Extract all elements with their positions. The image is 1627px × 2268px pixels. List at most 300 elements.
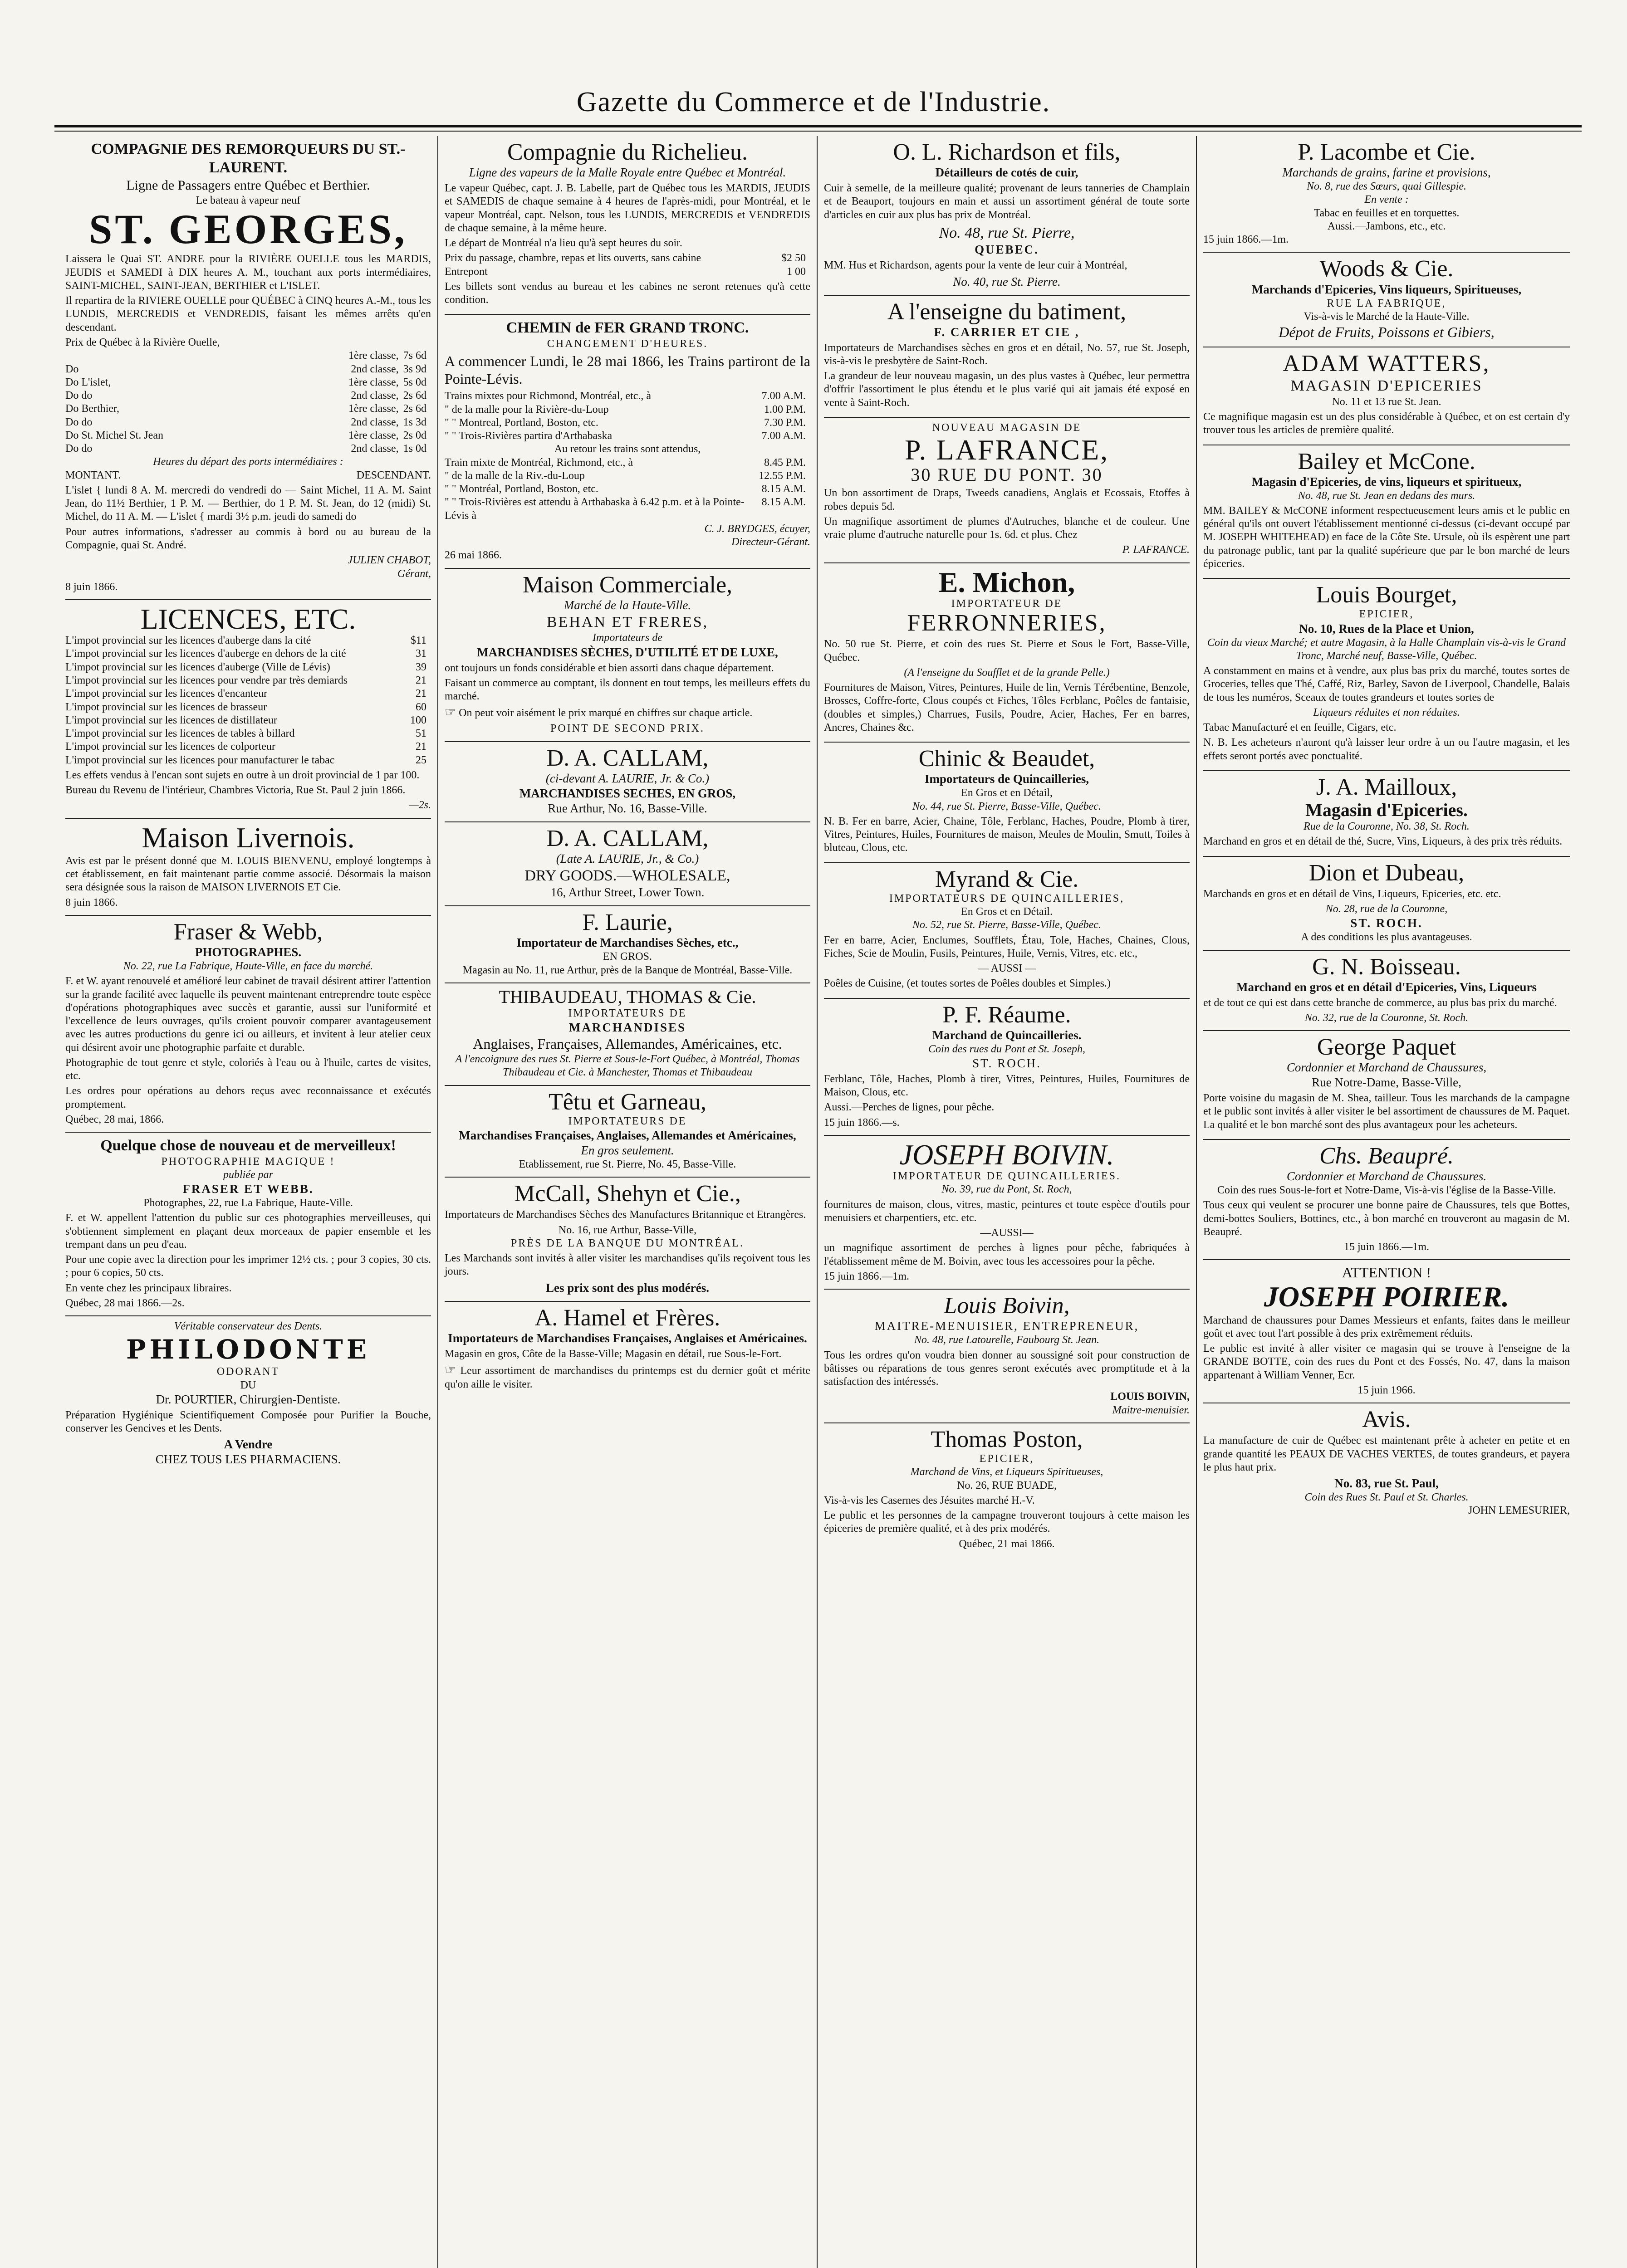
ad-date: Québec, 28 mai 1866.—2s. [65, 1297, 185, 1309]
ad-text: Ce magnifique magasin est un des plus considérable à Québec, et on est certain d'y trouver tous les articles de première qualité. [1203, 411, 1570, 436]
ad-michon [824, 563, 1190, 743]
price-row-from: Do Berthier, [65, 403, 120, 415]
ad-subtitle: IMPORTATEURS DE QUINCAILLERIES, [889, 892, 1125, 904]
schedule-text: L'islet { lundi 8 A. M. mercredi do vendredi do — Saint Michel, 11 A. M. Saint Jean, do 11½ Berthier, 1 P. M. — Berthier, do 1 P. M. St. Jean, do 12 (midi) St. Michel, do 11 A. M. — L'islet { mardi 3½ p.m. jeudi do samedi do [65, 484, 431, 523]
train-row-t: Train mixte de Montréal, Richmond, etc., à [445, 456, 633, 469]
ad-title: O. L. Richardson et fils, [893, 139, 1121, 165]
train-row [445, 403, 810, 416]
ad-title: Dion et Dubeau, [1308, 860, 1465, 886]
ad-text: Photographie de tout genre et style, coloriés à l'eau ou à l'huile, cartes de visites, etc. [65, 1056, 431, 1082]
price-list [65, 349, 431, 455]
montant-label: MONTANT. [65, 469, 121, 481]
price-row-from: Do do [65, 443, 93, 455]
ad-text: un magnifique assortiment de perches à lignes pour pêche, fabriquées à l'établissement même de M. Boivin, avec tous les accessoires pour la pêche. [824, 1242, 1190, 1267]
licence-row-v: 51 [416, 728, 426, 740]
price-row-cls: 2nd classe, [351, 416, 399, 428]
ad-subtitle: EPICIER, [979, 1453, 1034, 1465]
train-row-t: " " Trois-Rivières est attendu à Arthabaska à 6.42 p.m. et à la Pointe-Lévis à [445, 496, 745, 522]
ad-title: CHEMIN de FER GRAND TRONC. [506, 319, 749, 337]
price-row-cls: 2nd classe, [351, 443, 399, 455]
ad-title: P. F. Réaume. [942, 1002, 1071, 1028]
licence-row-v: 60 [416, 701, 426, 713]
ad-address: No. 40, rue St. Pierre. [953, 274, 1061, 288]
ad-text: Importateurs de Marchandises sèches en gros et en détail, No. 57, rue St. Joseph, vis-à-vis le presbytère de Saint-Roch. [824, 342, 1190, 367]
price-row [65, 416, 431, 429]
column-3 [818, 136, 1197, 2268]
ad-woods [1203, 253, 1570, 347]
ad-date: Québec, 21 mai 1866. [959, 1538, 1055, 1550]
licence-row-v: 25 [416, 754, 426, 766]
ad-text: MM. Hus et Richardson, agents pour la vente de leur cuir à Montréal, [824, 259, 1127, 272]
ad-text: Magasin en gros, Côte de la Basse-Ville; Magasin en détail, rue Sous-le-Fort. [445, 1348, 782, 1360]
signature: JOHN LEMESURIER, [1468, 1505, 1570, 1517]
ad-title: McCall, Shehyn et Cie., [514, 1181, 741, 1207]
ad-title: LICENCES, ETC. [140, 603, 356, 635]
ad-text: publiée par [223, 1168, 273, 1181]
ad-avis [1203, 1403, 1570, 1523]
ad-text: Fournitures de Maison, Vitres, Peintures, Huile de lin, Vernis Térébentine, Benzole, Brosses, Coffre-forte, Clous coupés et Fiches, Tôles Ferblanc, Poêles de fantaisie, (doubles et simples,) Charrues, Fusils, Poudre, Acier, Haches, Fer en barres, Ancres, Chaines &c. [824, 682, 1190, 733]
train-row [445, 469, 810, 483]
licence-row-v: $11 [410, 635, 426, 647]
ad-alt: Coin du vieux Marché; et autre Magasin, à la Halle Champlain vis-à-vis le Grand Tronc, Marché neuf, Basse-Ville, Québec. [1207, 636, 1566, 662]
train-row-v: 7.00 A.M. [761, 390, 806, 402]
ad-subtitle: Marchands de grains, farine et provisions, [1282, 166, 1491, 180]
signature: JULIEN CHABOT, [348, 554, 431, 567]
ad-date: 8 juin 1866. [65, 581, 118, 593]
licence-row [65, 714, 431, 727]
ad-corner: Coin des Rues St. Paul et St. Charles. [1304, 1491, 1469, 1504]
price-row [65, 376, 431, 389]
train-row-v: 8.15 A.M. [761, 496, 806, 508]
ad-subtitle: IMPORTATEUR DE QUINCAILLERIES. [893, 1170, 1121, 1183]
ad-title: PHILODONTE [126, 1334, 371, 1365]
ad-pretitle: ATTENTION ! [1342, 1264, 1431, 1281]
ad-city: ST. ROCH. [1350, 916, 1423, 930]
ad-text: Le bateau à vapeur neuf [196, 194, 301, 206]
ad-title: A. Hamel et Frères. [534, 1305, 720, 1331]
licence-row-v: 21 [416, 688, 426, 700]
licence-row-t: L'impot provincial sur les licences d'auberge en dehors de la cité [65, 648, 346, 660]
pointing-hand-icon: ☞ [445, 705, 456, 720]
ad-title: Myrand & Cie. [935, 866, 1079, 892]
ad-title: COMPAGNIE DES REMORQUEURS DU ST.-LAURENT. [91, 141, 406, 176]
ad-subtitle: Ligne de Passagers entre Québec et Berthier. [126, 177, 370, 193]
ad-title: P. LAFRANCE, [904, 434, 1109, 466]
train-row [445, 430, 810, 443]
licence-row-t: L'impot provincial sur les licences de colporteur [65, 741, 275, 753]
ad-text: Importateurs de [593, 632, 662, 644]
price-row-p: 1s 0d [403, 443, 426, 455]
train-list [445, 390, 810, 443]
ad-where: CHEZ TOUS LES PHARMACIENS. [155, 1452, 341, 1466]
ad-text: En vente chez les principaux libraires. [65, 1282, 232, 1294]
ad-address: No. 16, rue Arthur, Basse-Ville, [558, 1224, 697, 1236]
ad-text: MM. BAILEY & McCONE informent respectueusement leurs amis et le public en général qu'ils ont ouvert l'établissement mentionné ci-dessus (ci-devant occupé par M. JOSEPH WHITEHEAD) en face de la Côte Ste. Ursule, où ils espèrent une part du patronage public, tant par la qualité supérieure que par le bon marché de leurs épiceries. [1203, 504, 1570, 570]
ad-text: Tous ceux qui veulent se procurer une bonne paire de Chaussures, tels que Bottes, demi-bottes Souliers, Bottines, etc., à bon marché en trouveront au magasin de M. Beaupré. [1203, 1199, 1570, 1238]
ad-callam-fr [445, 742, 810, 822]
ad-text: EN GROS. [603, 951, 652, 963]
ad-subtitle: ODORANT [216, 1366, 280, 1378]
pointing-hand-icon: ☞ [445, 1363, 456, 1377]
ad-title: Fraser & Webb, [173, 919, 323, 945]
ad-text: Avis est par le présent donné que M. LOUIS BIENVENU, employé longtemps à cet établissement, en fait maintenant partie comme associé. Désormais la maison sera désignée sous la raison de MAISON LIVERNOIS ET Cie. [65, 855, 431, 894]
ad-text: Importateurs de Marchandises Sèches des Manufactures Britannique et Etrangères. [445, 1209, 806, 1221]
column-1 [59, 136, 438, 2268]
ad-address: No. 48, rue St. Pierre, [939, 224, 1075, 241]
ad-address: Etablissement, rue St. Pierre, No. 45, Basse-Ville. [519, 1158, 736, 1170]
licence-row [65, 727, 431, 740]
price-row-from: Do do [65, 416, 93, 428]
ad-remorqueurs [65, 136, 431, 600]
ad-date: 15 juin 1866.—s. [824, 1116, 900, 1129]
ad-text: Leur assortiment de marchandises du printemps est du dernier goût et mérite qu'on aille le visiter. [445, 1364, 811, 1391]
ad-joseph-boivin [824, 1136, 1190, 1290]
ad-sign: (A l'enseigne du Soufflet et de la grande Pelle.) [904, 666, 1110, 679]
ad-text: Aussi.—Perches de lignes, pour pêche. [824, 1101, 995, 1114]
price-row-from [65, 349, 348, 362]
ad-title: Têtu et Garneau, [549, 1089, 706, 1115]
ad-address: No. 39, rue du Pont, St. Roch, [941, 1183, 1072, 1196]
ad-text: Un magnifique assortiment de plumes d'Autruches, blanche et de couleur. Une vraie plume d'autruche naturelle pour 1s. 6d. et plus. Chez [824, 515, 1190, 541]
licence-row [65, 661, 431, 674]
ad-title: D. A. CALLAM, [546, 745, 709, 771]
ad-text: La grandeur de leur nouveau magasin, un des plus vastes à Québec, leur permettra d'offrir l'assortiment le plus étendu et le plus varié qui ait jamais été exposé en vente à Saint-Roch. [824, 370, 1190, 409]
ad-text: F. et W. appellent l'attention du public sur ces photographies merveilleuses, qui s'obtiennent simplement en plaçant deux morceaux de papier ensemble et les trempant dans un peu d'eau. [65, 1212, 431, 1251]
price-row-cls: 2nd classe, [351, 363, 399, 375]
train-row-v: 8.15 A.M. [761, 483, 806, 495]
ad-behan [445, 569, 810, 742]
ad-doctor: Dr. POURTIER, Chirurgien-Dentiste. [156, 1392, 341, 1406]
signature: C. J. BRYDGES, écuyer, [704, 523, 810, 535]
signature-title: Gérant, [397, 567, 431, 580]
ad-thibaudeau [445, 983, 810, 1086]
ad-subtitle: Marchand en gros et en détail d'Epiceries, Vins, Liqueurs [1236, 980, 1537, 994]
train-row-t: " de la malle de la Riv.-du-Loup [445, 469, 585, 482]
ad-text: Préparation Hygiénique Scientifiquement Composée pour Purifier la Bouche, conserver les Gencives et les Dents. [65, 1409, 431, 1435]
column-2 [438, 136, 818, 2268]
ad-address: No. 8, rue des Sœurs, quai Gillespie. [1307, 181, 1466, 193]
price-row-p: 1s 3d [403, 416, 426, 428]
fare-row [445, 265, 810, 279]
ad-date: 15 juin 1866.—1m. [824, 1271, 910, 1283]
ad-text: On peut voir aisément le prix marqué en chiffres sur chaque article. [459, 707, 753, 719]
ad-myrand [824, 863, 1190, 999]
ad-text: Pour une copie avec la direction pour les imprimer 12½ cts. ; pour 3 copies, 30 cts. ; pour 6 copies, 50 cts. [65, 1254, 431, 1279]
ad-title: Quelque chose de nouveau et de merveilleux! [100, 1137, 396, 1154]
ad-subtitle: EPICIER, [1359, 608, 1414, 621]
ad-date: 26 mai 1866. [445, 549, 502, 562]
price-row-p: 3s 9d [403, 363, 426, 375]
ad-title: Compagnie du Richelieu. [507, 139, 748, 165]
ad-subtitle: Ligne des vapeurs de la Malle Royale entre Québec et Montréal. [469, 166, 786, 180]
ad-richelieu [445, 136, 810, 315]
ad-subtitle: Cordonnier et Marchand de Chaussures. [1286, 1169, 1487, 1183]
ad-richardson [824, 136, 1190, 296]
price-row-cls: 1ère classe, [348, 350, 399, 362]
train-row [445, 483, 810, 496]
fare-row-v: 1 00 [787, 265, 806, 278]
licence-row-v: 21 [416, 741, 426, 753]
ad-text: Cuir à semelle, de la meilleure qualité; provenant de leurs tanneries de Champlain et de Beauport, toujours en main et aussi un assortiment général de toute sorte d'articles en cuir aux plus bas prix de Montréal. [824, 182, 1190, 221]
ad-subtitle: PHOTOGRAPHIE MAGIQUE ! [161, 1155, 335, 1168]
price-row [65, 429, 431, 442]
train-row-v: 8.45 P.M. [764, 456, 806, 469]
ad-beaupre [1203, 1140, 1570, 1260]
ad-text: En gros seulement. [581, 1143, 674, 1157]
ad-mailloux [1203, 771, 1570, 857]
ad-licences [65, 600, 431, 819]
ad-title: Bailey et McCone. [1298, 448, 1475, 474]
ad-address: No. 22, rue La Fabrique, Haute-Ville, en face du marché. [123, 960, 373, 973]
price-row-from: Do [65, 363, 79, 375]
ad-address: Rue Arthur, No. 16, Basse-Ville. [548, 801, 707, 815]
ad-text: Les effets vendus à l'encan sont sujets en outre à un droit provincial de 1 par 100. [65, 769, 420, 781]
ad-address: Magasin au No. 11, rue Arthur, près de la Banque de Montréal, Basse-Ville. [462, 964, 793, 976]
ad-text: Faisant un commerce au comptant, ils donnent en tout temps, les meilleurs effets du marché. [445, 677, 810, 703]
ad-chinic [824, 743, 1190, 863]
ad-text: Fer en barre, Acier, Enclumes, Soufflets, Étau, Tole, Haches, Chaines, Clous, Fiches, Scie de Moulin, Fusils, Peintures, Huile, Vernis, Vitres, etc. etc., [824, 934, 1190, 959]
ad-text: Marchand en gros et en détail de thé, Sucre, Vins, Liqueurs, à des prix très réduits. [1203, 836, 1563, 848]
price-row-p: 2s 0d [403, 429, 426, 441]
ad-text: En vente : [1364, 194, 1409, 206]
ad-title: F. Laurie, [582, 909, 673, 936]
licence-row-t: L'impot provincial sur les licences d'encanteur [65, 688, 268, 700]
ad-batiment [824, 296, 1190, 418]
ad-subtitle: (Late A. LAURIE, Jr., & Co.) [556, 851, 699, 865]
fare-row-v: $2 50 [781, 252, 806, 264]
masthead: Gazette du Commerce et de l'Industrie. [576, 87, 1051, 117]
ad-depot: Dépot de Fruits, Poissons et Gibiers, [1279, 324, 1495, 341]
ad-address: No. 11 et 13 rue St. Jean. [1332, 396, 1441, 408]
ad-date: 15 juin 1866.—1m. [1343, 1241, 1429, 1253]
train-row-t: " de la malle pour la Rivière-du-Loup [445, 403, 609, 415]
train-row-t: " " Montreal, Portland, Boston, etc. [445, 416, 598, 429]
ad-goods: DRY GOODS.—WHOLESALE, [524, 867, 730, 884]
licence-row-t: L'impot provincial sur les licences d'auberge dans la cité [65, 635, 311, 647]
ad-subtitle: MAITRE-MENUISIER, ENTREPRENEUR, [874, 1319, 1139, 1333]
ad-tag: Les prix sont des plus modérés. [545, 1281, 710, 1295]
ad-address: No. 44, rue St. Pierre, Basse-Ville, Québec. [912, 800, 1101, 812]
ad-text: Les Marchands sont invités à aller visiter les marchandises qu'ils reçoivent tous les jours. [445, 1252, 810, 1278]
ad-address: RUE LA FABRIQUE, [1327, 297, 1446, 309]
licence-row [65, 634, 431, 647]
ad-goods: MARCHANDISES SÈCHES, D'UTILITÉ ET DE LUXE, [477, 645, 778, 659]
ad-goods: MARCHANDISES [568, 1021, 686, 1035]
ad-subtitle: Magasin d'Epiceries, de vins, liqueurs et spiritueux, [1251, 474, 1522, 489]
licence-row [65, 687, 431, 700]
ad-philodonte [65, 1316, 431, 1472]
ad-subtitle: (ci-devant A. LAURIE, Jr. & Co.) [545, 771, 710, 785]
ad-title: Chinic & Beaudet, [918, 746, 1095, 772]
train-row-v: 7.30 P.M. [764, 416, 806, 429]
licence-row-t: L'impot provincial sur les licences de distillateur [65, 714, 277, 726]
train-row [445, 456, 810, 469]
signature: LOUIS BOIVIN, [1110, 1391, 1190, 1403]
licence-row-v: 39 [416, 661, 426, 673]
ad-text: ont toujours un fonds considérable et bien assorti dans chaque département. [445, 662, 774, 674]
price-row-p: 2s 6d [403, 390, 426, 402]
ad-text: La manufacture de cuir de Québec est maintenant prête à acheter en petite et en grande quantité les PEAUX DE VACHES VERTES, de toutes grandeurs, et payera le plus haut prix. [1203, 1435, 1570, 1473]
ad-title: P. Lacombe et Cie. [1298, 139, 1475, 165]
ad-bailey [1203, 445, 1570, 579]
ad-subtitle: Importateur de Marchandises Sèches, etc., [516, 936, 739, 950]
ad-near: Vis-à-vis le Marché de la Haute-Ville. [1304, 310, 1470, 323]
price-row-cls: 1ère classe, [348, 429, 399, 441]
ad-text: Au retour les trains sont attendus, [554, 443, 701, 455]
ad-goods: Marchandises Françaises, Anglaises, Allemandes et Américaines, [459, 1129, 796, 1142]
ad-grand-tronc [445, 315, 810, 568]
price-row-p: 7s 6d [403, 350, 426, 362]
price-row [65, 363, 431, 376]
ad-kinds: Anglaises, Françaises, Allemandes, Américaines, etc. [473, 1036, 782, 1052]
fare-list [445, 252, 810, 279]
licence-list [65, 634, 431, 767]
signature-title: Directeur-Gérant. [731, 536, 810, 548]
ad-mccall [445, 1178, 810, 1301]
signature: P. LAFRANCE. [1122, 544, 1190, 556]
licence-row-v: 31 [416, 648, 426, 660]
ad-subtitle: Importateurs de Marchandises Françaises, Anglaises et Américaines. [448, 1331, 807, 1345]
price-row-cls: 1ère classe, [348, 403, 399, 415]
ad-title: Woods & Cie. [1319, 256, 1454, 282]
ad-louis-boivin [824, 1290, 1190, 1423]
train-row-v: 12.55 P.M. [758, 469, 806, 482]
ad-text: Vis-à-vis les Casernes des Jésuites marché H.-V. [824, 1494, 1035, 1506]
ad-title: D. A. CALLAM, [546, 825, 709, 851]
train-row-t: " " Trois-Rivières partira d'Arthabaska [445, 430, 613, 442]
ad-text: Tous les ordres qu'on voudra bien donner au soussigné soit pour construction de bâtisses ou réparations de tous genres seront exécutés avec promptitude et à la satisfaction des intéressés. [824, 1349, 1190, 1388]
ad-text: Les ordres pour opérations au dehors reçus avec reconnaissance et exécutés promptement. [65, 1085, 431, 1110]
price-row [65, 402, 431, 415]
price-row-p: 2s 6d [403, 403, 426, 415]
price-row-cls: 1ère classe, [348, 376, 399, 388]
price-row [65, 389, 431, 402]
ad-city: ST. ROCH. [972, 1056, 1041, 1070]
licence-row [65, 701, 431, 714]
ad-poirier [1203, 1260, 1570, 1403]
boat-name: ST. GEORGES, [89, 205, 407, 252]
ad-lacombe [1203, 136, 1570, 253]
ad-text: et de tout ce qui est dans cette branche de commerce, au plus bas prix du marché. [1203, 997, 1557, 1009]
ad-title: Maison Livernois. [142, 821, 355, 854]
train-row-t: " " Montréal, Portland, Boston, etc. [445, 483, 598, 495]
ad-text: Poêles de Cuisine, (et toutes sortes de Poêles doubles et Simples.) [824, 978, 1111, 990]
ad-title: Maison Commerciale, [522, 572, 733, 598]
fare-row-t: Prix du passage, chambre, repas et lits ouverts, sans cabine [445, 252, 701, 264]
ad-subtitle: Marchands d'Epiceries, Vins liqueurs, Spiritueuses, [1251, 282, 1522, 296]
ad-text: En Gros et en Détail, [961, 787, 1053, 799]
ad-text: Le public est invité à aller visiter ce magasin qui se trouve à l'enseigne de la GRANDE BOTTE, coin des rues du Pont et des Fossés, No. 47, dans la maison appartenant à William Venner, Ecr. [1203, 1343, 1570, 1381]
ad-date: 15 juin 1866.—1m. [1203, 234, 1289, 246]
train-row [445, 390, 810, 403]
licence-row [65, 674, 431, 687]
ad-text: Les billets sont vendus au bureau et les cabines ne seront retenues qu'à cette condition. [445, 280, 810, 306]
ad-name: FRASER ET WEBB. [182, 1182, 314, 1196]
ad-hamel [445, 1302, 810, 1399]
ad-title: A l'enseigne du batiment, [887, 298, 1127, 325]
ad-text: fournitures de maison, clous, vitres, mastic, peintures et toute espèce d'outils pour menuisiers et charpentiers, etc. etc. [824, 1198, 1190, 1224]
ad-address: No. 32, rue de la Couronne, St. Roch. [1304, 1012, 1469, 1024]
train-list-return [445, 456, 810, 523]
ad-reaume [824, 999, 1190, 1136]
ad-code: —2s. [409, 799, 431, 811]
ad-boisseau [1203, 951, 1570, 1031]
ad-address: A l'encoignure des rues St. Pierre et Sous-le-Fort Québec, à Montréal, Thomas Thibaudeau et Cie. à Manchester, Thomas et Thibaudeau [455, 1053, 800, 1079]
ad-bourget [1203, 579, 1570, 771]
ad-date: 15 juin 1966. [1357, 1384, 1416, 1396]
train-row-t: Trains mixtes pour Richmond, Montréal, etc., à [445, 390, 652, 402]
train-row-v: 1.00 P.M. [764, 403, 806, 415]
ad-text: F. et W. ayant renouvelé et amélioré leur cabinet de travail désirent attirer l'attention sur la grande facilité avec laquelle ils peuvent maintenant entreprendre toute espèce d'opérations photographiques avec succès et garantie, aussi sur l'uniformité et l'excellence de leurs ouvrages, qu'ils croient pouvoir comparer avantageusement avec les autres productions du genre ici ou ailleurs, et invitent à leur atelier ceux qui désirent avoir une photographie parfaite et durable. [65, 975, 431, 1054]
ad-text: Bureau du Revenu de l'intérieur, Chambres Victoria, Rue St. Paul 2 juin 1866. [65, 784, 406, 797]
ad-subtitle: MAGASIN D'EPICERIES [1290, 377, 1483, 395]
licence-row-t: L'impot provincial sur les licences de tables à billard [65, 728, 295, 740]
ad-lafrance [824, 418, 1190, 563]
ad-subtitle: Magasin d'Epiceries. [1305, 800, 1468, 821]
columns [59, 136, 1577, 2268]
licence-row-t: L'impot provincial sur les licences pour manufacturer le tabac [65, 754, 335, 766]
hours-title: Heures du départ des ports intermédiaires : [153, 456, 343, 468]
masthead-rule-thin [54, 131, 1582, 132]
ad-text: Marchands en gros et en détail de Vins, Liqueurs, Epiceries, etc. etc. [1203, 888, 1501, 900]
licence-row-v: 100 [410, 714, 426, 726]
ad-aussi: —AUSSI— [980, 1227, 1034, 1239]
ad-fraser-webb [65, 916, 431, 1133]
ad-laurie [445, 906, 810, 983]
ad-photographie-magique [65, 1133, 431, 1316]
ad-subtitle: IMPORTATEURS DE [568, 1115, 687, 1127]
ad-title: Louis Boivin, [944, 1293, 1070, 1319]
licence-row [65, 647, 431, 660]
ad-dion-dubeau [1203, 857, 1570, 951]
ad-tetu-garneau [445, 1086, 810, 1178]
ad-address: No. 28, rue de la Couronne, [1325, 903, 1448, 915]
ad-text: Il repartira de la RIVIERE OUELLE pour QUÉBEC à CINQ heures A.-M., tous les LUNDIS, MERCREDIS et VENDREDIS, faisant les mêmes arrêts qu'en descendant. [65, 295, 431, 333]
ad-title: Chs. Beaupré. [1319, 1143, 1454, 1169]
ad-pretitle: Véritable conservateur des Dents. [174, 1320, 323, 1333]
ad-address: No. 52, rue St. Pierre, Basse-Ville, Québec. [912, 919, 1101, 931]
ad-callam-en [445, 822, 810, 907]
licence-row-t: L'impot provincial sur les licences de brasseur [65, 701, 267, 713]
train-row-v: 7.00 A.M. [761, 430, 806, 442]
ad-address: 16, Arthur Street, Lower Town. [550, 885, 705, 899]
ad-tag: POINT DE SECOND PRIX. [550, 723, 705, 735]
ad-text: Un bon assortiment de Draps, Tweeds canadiens, Anglais et Ecossais, Etoffes à robes depuis 5d. [824, 487, 1190, 513]
licence-row [65, 754, 431, 767]
licence-row-t: L'impot provincial sur les licences pour vendre par très demiards [65, 675, 348, 687]
ad-title: THIBAUDEAU, THOMAS & Cie. [499, 986, 756, 1007]
ad-text: Le public et les personnes de la campagne trouveront toujours à cette maison les épiceries de première qualité, et à des prix modérés. [824, 1510, 1190, 1535]
ad-subtitle: CHANGEMENT D'HEURES. [547, 337, 708, 350]
ad-subtitle: Importateurs de Quincailleries, [924, 772, 1089, 786]
ad-text: Porte voisine du magasin de M. Shea, tailleur. Tous les marchands de la campagne et le public sont invités à aller visiter le bel assortiment de chaussures de M. Paquet. La qualité et le bon marché sont des plus avantageux pour les acheteurs. [1203, 1092, 1570, 1131]
ad-text: A commencer Lundi, le 28 mai 1866, les Trains partiront de la Pointe-Lévis. [445, 353, 810, 387]
ad-watters [1203, 347, 1570, 445]
ad-text: Tabac en feuilles et en torquettes. [1313, 207, 1460, 219]
ad-subtitle: Détailleurs de cotés de cuir, [935, 166, 1078, 180]
ad-title: J. A. Mailloux, [1316, 774, 1457, 800]
ad-title: George Paquet [1317, 1034, 1456, 1061]
licence-row-v: 21 [416, 675, 426, 687]
ad-title: Avis. [1362, 1407, 1411, 1433]
ad-address: No. 26, RUE BUADE, [957, 1479, 1057, 1491]
ad-address: 30 RUE DU PONT. 30 [911, 464, 1103, 485]
ad-address: No. 83, rue St. Paul, [1334, 1476, 1439, 1491]
ad-text: Le départ de Montréal n'a lieu qu'à sept heures du soir. [445, 237, 682, 249]
ad-line: Marchand de Vins, et Liqueurs Spiritueuses, [910, 1466, 1103, 1478]
ad-liqueurs: Liqueurs réduites et non réduites. [1313, 706, 1460, 719]
price-row [65, 349, 431, 362]
